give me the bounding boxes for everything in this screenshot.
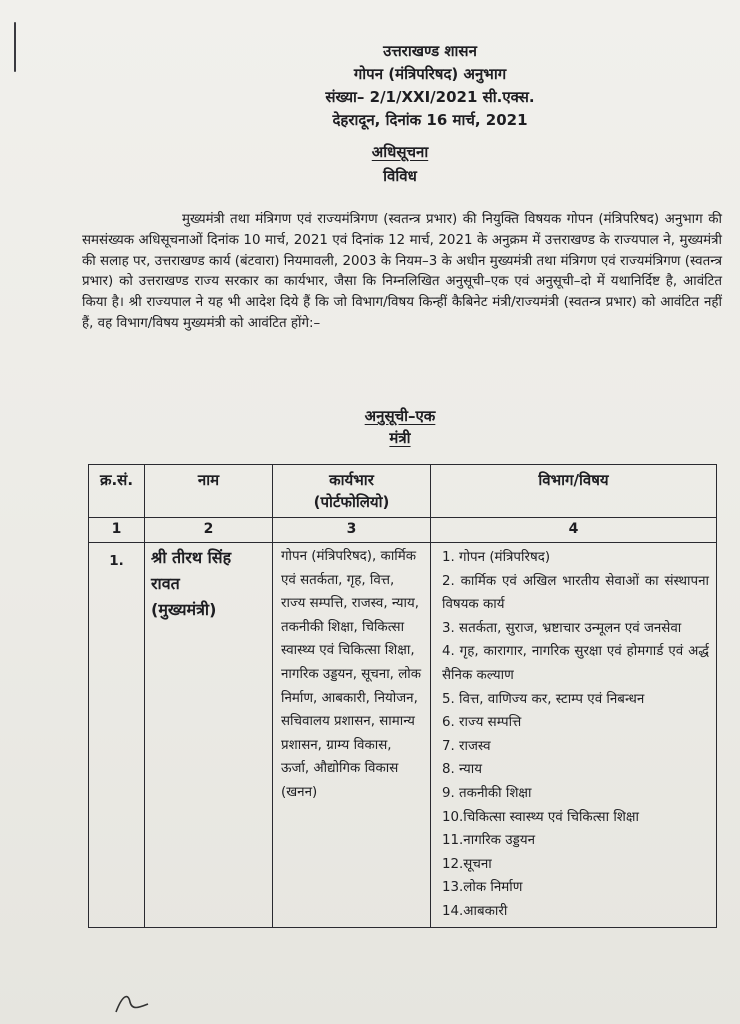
header-departments: विभाग/विषय [431,465,717,518]
row-serial: 1. [89,543,145,928]
list-item: 1. गोपन (मंत्रिपरिषद) [442,550,551,565]
header-department: गोपन (मंत्रिपरिषद) अनुभाग [353,65,507,83]
list-item: 11.नागरिक उड्डयन [442,833,536,849]
notification-body: मुख्यमंत्री तथा मंत्रिगण एवं राज्यमंत्रिगण (स्वतन्त्र प्रभार) की नियुक्ति विषयक गोपन (मंत्रिपरिषद) अनुभाग की समसंख्यक अधिसूचनाओं दिनांक 10 मार्च, 2021 एवं दिनांक 12 मार्च, 2021 के अनुक्रम में उत्तराखण्ड के राज्यपाल ने, मुख्यमंत्री की सलाह पर, उत्तराखण्ड कार्य (बंटवारा) नियमावली, 2003 के नियम–3 के अधीन मुख्यमंत्री तथा मंत्रिगण एवं राज्यमंत्रिगण (स्वतन्त्र प्रभार) को उत्तराखण्ड राज्य सरकार का कार्यभार, जैसा कि निम्नलिखित अनुसूची–एक एवं अनुसूची–दो में यथानिर्दिष्ट है, आवंटित किया है। श्री राज्यपाल ने यह भी आदेश दिये हैं कि जो विभाग/विषय किन्हीं कैबिनेट मंत्री/राज्यमंत्री (स्वतन्त्र प्रभार) को आवंटित नहीं हैं, वह विभाग/विषय मुख्यमंत्री को आवंटित होंगे:– [82,212,722,331]
list-item: 8. न्याय [442,762,482,778]
header-reference-number: संख्या– 2/1/XXI/2021 सी.एक्स. [325,88,535,106]
header-portfolio-line2: (पोर्टफोलियो) [313,493,390,511]
list-item: 10.चिकित्सा स्वास्थ्य एवं चिकित्सा शिक्षा [442,809,639,825]
header-government: उत्तराखण्ड शासन [383,42,477,60]
document-header [220,40,640,132]
minister-name [145,543,273,928]
departments-list [432,544,715,926]
table-row [89,543,717,928]
departments-cell [431,543,717,928]
list-item: 13.लोक निर्माण [442,880,523,896]
minister-designation: (मुख्यमंत्री) [151,600,217,619]
schedule-title: अनुसूची–एक [364,407,436,425]
header-place-date: देहरादून, दिनांक 16 मार्च, 2021 [332,111,528,129]
margin-pen-mark [14,22,16,72]
notification-heading [230,140,570,188]
list-item: 5. वित्त, वाणिज्य कर, स्टाम्प एवं निबन्धन [442,691,645,707]
portfolio-cell [273,543,431,928]
minister-name-line2: रावत [151,574,180,593]
minister-name-line1: श्री तीरथ सिंह [151,548,232,567]
column-number-row [89,518,717,543]
column-number: 1 [89,518,145,543]
list-item: 9. तकनीकी शिक्षा [442,785,532,801]
column-number: 3 [273,518,431,543]
header-portfolio [273,465,431,518]
header-name: नाम [145,465,273,518]
list-item: 14.आबकारी [442,903,508,919]
list-item: 6. राज्य सम्पत्ति [442,715,522,731]
column-number: 2 [145,518,273,543]
allocation-table [88,464,717,928]
portfolio-text: गोपन (मंत्रिपरिषद), कार्मिक एवं सतर्कता, गृह, वित्त, राज्य सम्पत्ति, राजस्व, न्याय, तकनीकी शिक्षा, चिकित्सा स्वास्थ्य एवं चिकित्सा शिक्षा, नागरिक उड्डयन, सूचना, लोक निर्माण, आबकारी, नियोजन, सचिवालय प्रशासन, सामान्य प्रशासन, ग्राम्य विकास, ऊर्जा, औद्योगिक विकास (खनन) [281,549,422,800]
list-item: 4. गृह, कारागार, नागरिक सुरक्षा एवं होमगार्ड एवं अर्द्ध सैनिक कल्याण [442,644,709,683]
list-item: 7. राजस्व [442,738,491,754]
list-item: 2. कार्मिक एवं अखिल भारतीय सेवाओं का संस्थापना विषयक कार्य [442,573,709,613]
column-number: 4 [431,518,717,543]
list-item: 12.सूचना [442,856,492,872]
table-header-row [89,465,717,518]
header-serial: क्र.सं. [89,465,145,518]
pen-mark-squiggle [108,988,168,1018]
schedule-heading [260,405,540,449]
notification-subtitle: विविध [383,167,417,185]
header-portfolio-line1: कार्यभार [329,471,374,489]
notification-title: अधिसूचना [371,143,429,161]
schedule-subtitle: मंत्री [389,429,411,447]
list-item: 3. सतर्कता, सुराज, भ्रष्टाचार उन्मूलन एवं जनसेवा [442,620,682,636]
